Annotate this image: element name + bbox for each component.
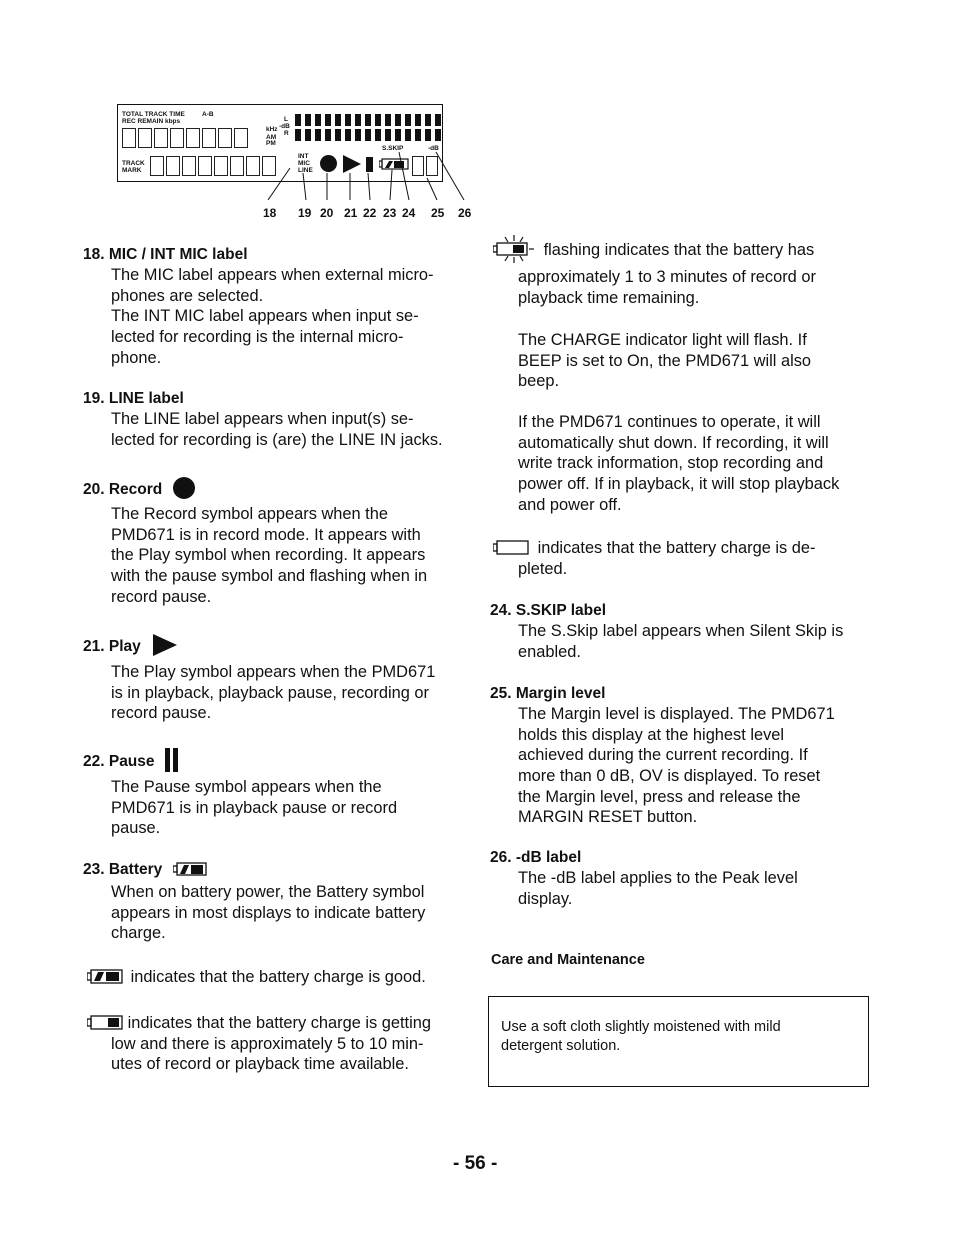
body-line: appears in most displays to indicate battery: [111, 903, 426, 922]
section-24-heading: 24. S.SKIP label: [490, 602, 607, 619]
lcd-db-label-2: -dB: [428, 145, 439, 152]
care-line: detergent solution.: [501, 1038, 621, 1054]
body-line: When on battery power, the Battery symbol: [111, 883, 425, 901]
battery-empty-icon: [493, 539, 529, 555]
body-line: lected for recording is the internal micro-: [111, 328, 404, 347]
body-line: pause.: [111, 819, 161, 838]
lcd-r-label: R: [284, 130, 289, 137]
body-line: pleted.: [518, 559, 568, 578]
play-triangle-icon: [153, 634, 177, 656]
lcd-pm-label: PM: [266, 140, 276, 147]
lcd-rec-remain-label: REC REMAIN kbps: [122, 118, 181, 125]
battery-flashing-text: flashing indicates that the battery has: [543, 241, 815, 259]
section-23-battery: [83, 860, 425, 944]
body-line: The -dB label applies to the Peak level: [518, 869, 798, 887]
body-line: The MIC label appears when external micro-: [111, 266, 434, 284]
body-line: The Play symbol appears when the PMD671: [111, 663, 436, 681]
battery-full-icon: [173, 862, 207, 876]
battery-good-icon: [87, 968, 123, 984]
section-26-db-label: [490, 848, 798, 909]
lcd-line-label: LINE: [298, 167, 313, 174]
body-line: is in playback, playback pause, recording or: [111, 683, 429, 702]
section-23-body: [83, 882, 425, 944]
lcd-mark-label: MARK: [122, 167, 142, 174]
section-18-heading: 18. MIC / INT MIC label: [83, 246, 248, 263]
battery-depleted-text: indicates that the battery charge is de-: [537, 539, 816, 557]
body-line: beep.: [518, 372, 560, 391]
section-25-heading: 25. Margin level: [490, 685, 606, 702]
battery-flashing-note: [493, 238, 816, 308]
lcd-l-label: L: [284, 116, 288, 123]
section-18-mic-int-mic: [83, 245, 434, 368]
body-line: The LINE label appears when input(s) se-: [111, 410, 414, 428]
body-line: PMD671 is in playback pause or record: [111, 798, 398, 817]
battery-low-icon: [87, 1014, 123, 1030]
lcd-am-label: AM: [266, 134, 277, 141]
body-line: lected for recording is (are) the LINE IN jacks.: [111, 430, 443, 449]
callout-number: 23: [383, 206, 397, 220]
body-line: charge.: [111, 924, 166, 943]
body-line: The Record symbol appears when the: [111, 505, 388, 523]
page-number: - 56 -: [453, 1153, 498, 1174]
body-line: display.: [518, 889, 573, 908]
body-line: the Margin level, press and release the: [518, 787, 801, 806]
charge-indicator-note: [518, 330, 811, 392]
section-18-body: [83, 265, 434, 368]
battery-good-note: [87, 967, 426, 988]
section-24-sskip: [490, 601, 843, 662]
body-line: record pause.: [111, 704, 212, 723]
body-line: the Play symbol when recording. It appears: [111, 546, 426, 565]
care-line: Use a soft cloth slightly moistened with mild: [501, 1019, 781, 1035]
section-22-body: [83, 777, 397, 839]
section-24-body: [490, 621, 843, 662]
lcd-track-label: TRACK: [122, 160, 145, 167]
body-line: The INT MIC label appears when input se-: [111, 307, 419, 326]
battery-low-note: [87, 1013, 431, 1075]
body-line: write track information, stop recording and: [518, 454, 824, 473]
body-line: and power off.: [518, 495, 622, 514]
lcd-ab-label: A-B: [202, 111, 214, 118]
body-line: PMD671 is in record mode. It appears with: [111, 525, 421, 544]
callout-number: 26: [458, 206, 472, 220]
body-line: The CHARGE indicator light will flash. If: [518, 331, 807, 349]
body-line: phones are selected.: [111, 286, 264, 305]
body-line: achieved during the current recording. If: [518, 746, 808, 765]
body-line: utes of record or playback time available.: [111, 1055, 409, 1074]
callout-leader-lines: [0, 0, 954, 230]
body-line: record pause.: [111, 587, 212, 606]
callout-number: 21: [344, 206, 358, 220]
body-line: with the pause symbol and flashing when in: [111, 567, 428, 586]
battery-good-text: indicates that the battery charge is good.: [130, 968, 426, 986]
section-21-play: [83, 636, 435, 724]
body-line: The S.Skip label appears when Silent Skip is: [518, 622, 844, 640]
body-line: enabled.: [518, 642, 581, 661]
auto-shutdown-note: [518, 412, 839, 515]
section-25-body: [490, 704, 835, 828]
section-26-body: [490, 868, 798, 909]
section-20-record: [83, 478, 427, 607]
care-maintenance-title: Care and Maintenance: [491, 952, 645, 968]
callout-number: 25: [431, 206, 445, 220]
section-22-pause: [83, 751, 397, 839]
body-line: phone.: [111, 348, 162, 367]
section-22-heading: 22. Pause: [83, 753, 155, 770]
section-23-heading: 23. Battery: [83, 861, 163, 878]
section-25-margin-level: [490, 684, 835, 828]
callout-number: 20: [320, 206, 334, 220]
battery-depleted-note: [493, 538, 815, 579]
lcd-db-label: -dB: [279, 123, 290, 130]
lcd-total-track-time-label: TOTAL TRACK TIME: [122, 111, 185, 118]
body-line: approximately 1 to 3 minutes of record or: [518, 268, 816, 286]
section-19-body: [83, 409, 443, 450]
lcd-mic-label: MIC: [298, 160, 310, 167]
callout-number: 24: [402, 206, 416, 220]
section-19-line-label: [83, 389, 443, 450]
pause-bars-icon: [165, 748, 179, 772]
battery-flashing-icon: [493, 235, 535, 263]
body-line: playback time remaining.: [518, 288, 700, 307]
section-21-body: [83, 662, 435, 724]
body-line: The Pause symbol appears when the: [111, 778, 382, 796]
section-26-heading: 26. -dB label: [490, 849, 582, 866]
body-line: The Margin level is displayed. The PMD671: [518, 705, 835, 723]
lcd-khz-label: kHz: [266, 126, 278, 133]
body-line: BEEP is set to On, the PMD671 will also: [518, 351, 812, 370]
record-circle-icon: [173, 477, 195, 499]
body-line: automatically shut down. If recording, it will: [518, 433, 829, 452]
care-maintenance-box: [488, 996, 869, 1087]
body-line: If the PMD671 continues to operate, it will: [518, 413, 821, 431]
callout-number: 19: [298, 206, 312, 220]
callout-number: 22: [363, 206, 377, 220]
section-21-heading: 21. Play: [83, 638, 141, 655]
body-line: power off. If in playback, it will stop playback: [518, 475, 840, 494]
body-line: more than 0 dB, OV is displayed. To reset: [518, 767, 821, 786]
battery-low-text: indicates that the battery charge is getting: [127, 1014, 431, 1032]
callout-number: 18: [263, 206, 277, 220]
section-19-heading: 19. LINE label: [83, 390, 184, 407]
body-line: low and there is approximately 5 to 10 min-: [111, 1034, 424, 1053]
lcd-sskip-label: S.SKIP: [382, 145, 404, 152]
body-line: MARGIN RESET button.: [518, 808, 698, 827]
body-line: holds this display at the highest level: [518, 725, 785, 744]
lcd-int-label: INT: [298, 153, 309, 160]
section-20-heading: 20. Record: [83, 481, 163, 498]
section-20-body: [83, 504, 427, 607]
